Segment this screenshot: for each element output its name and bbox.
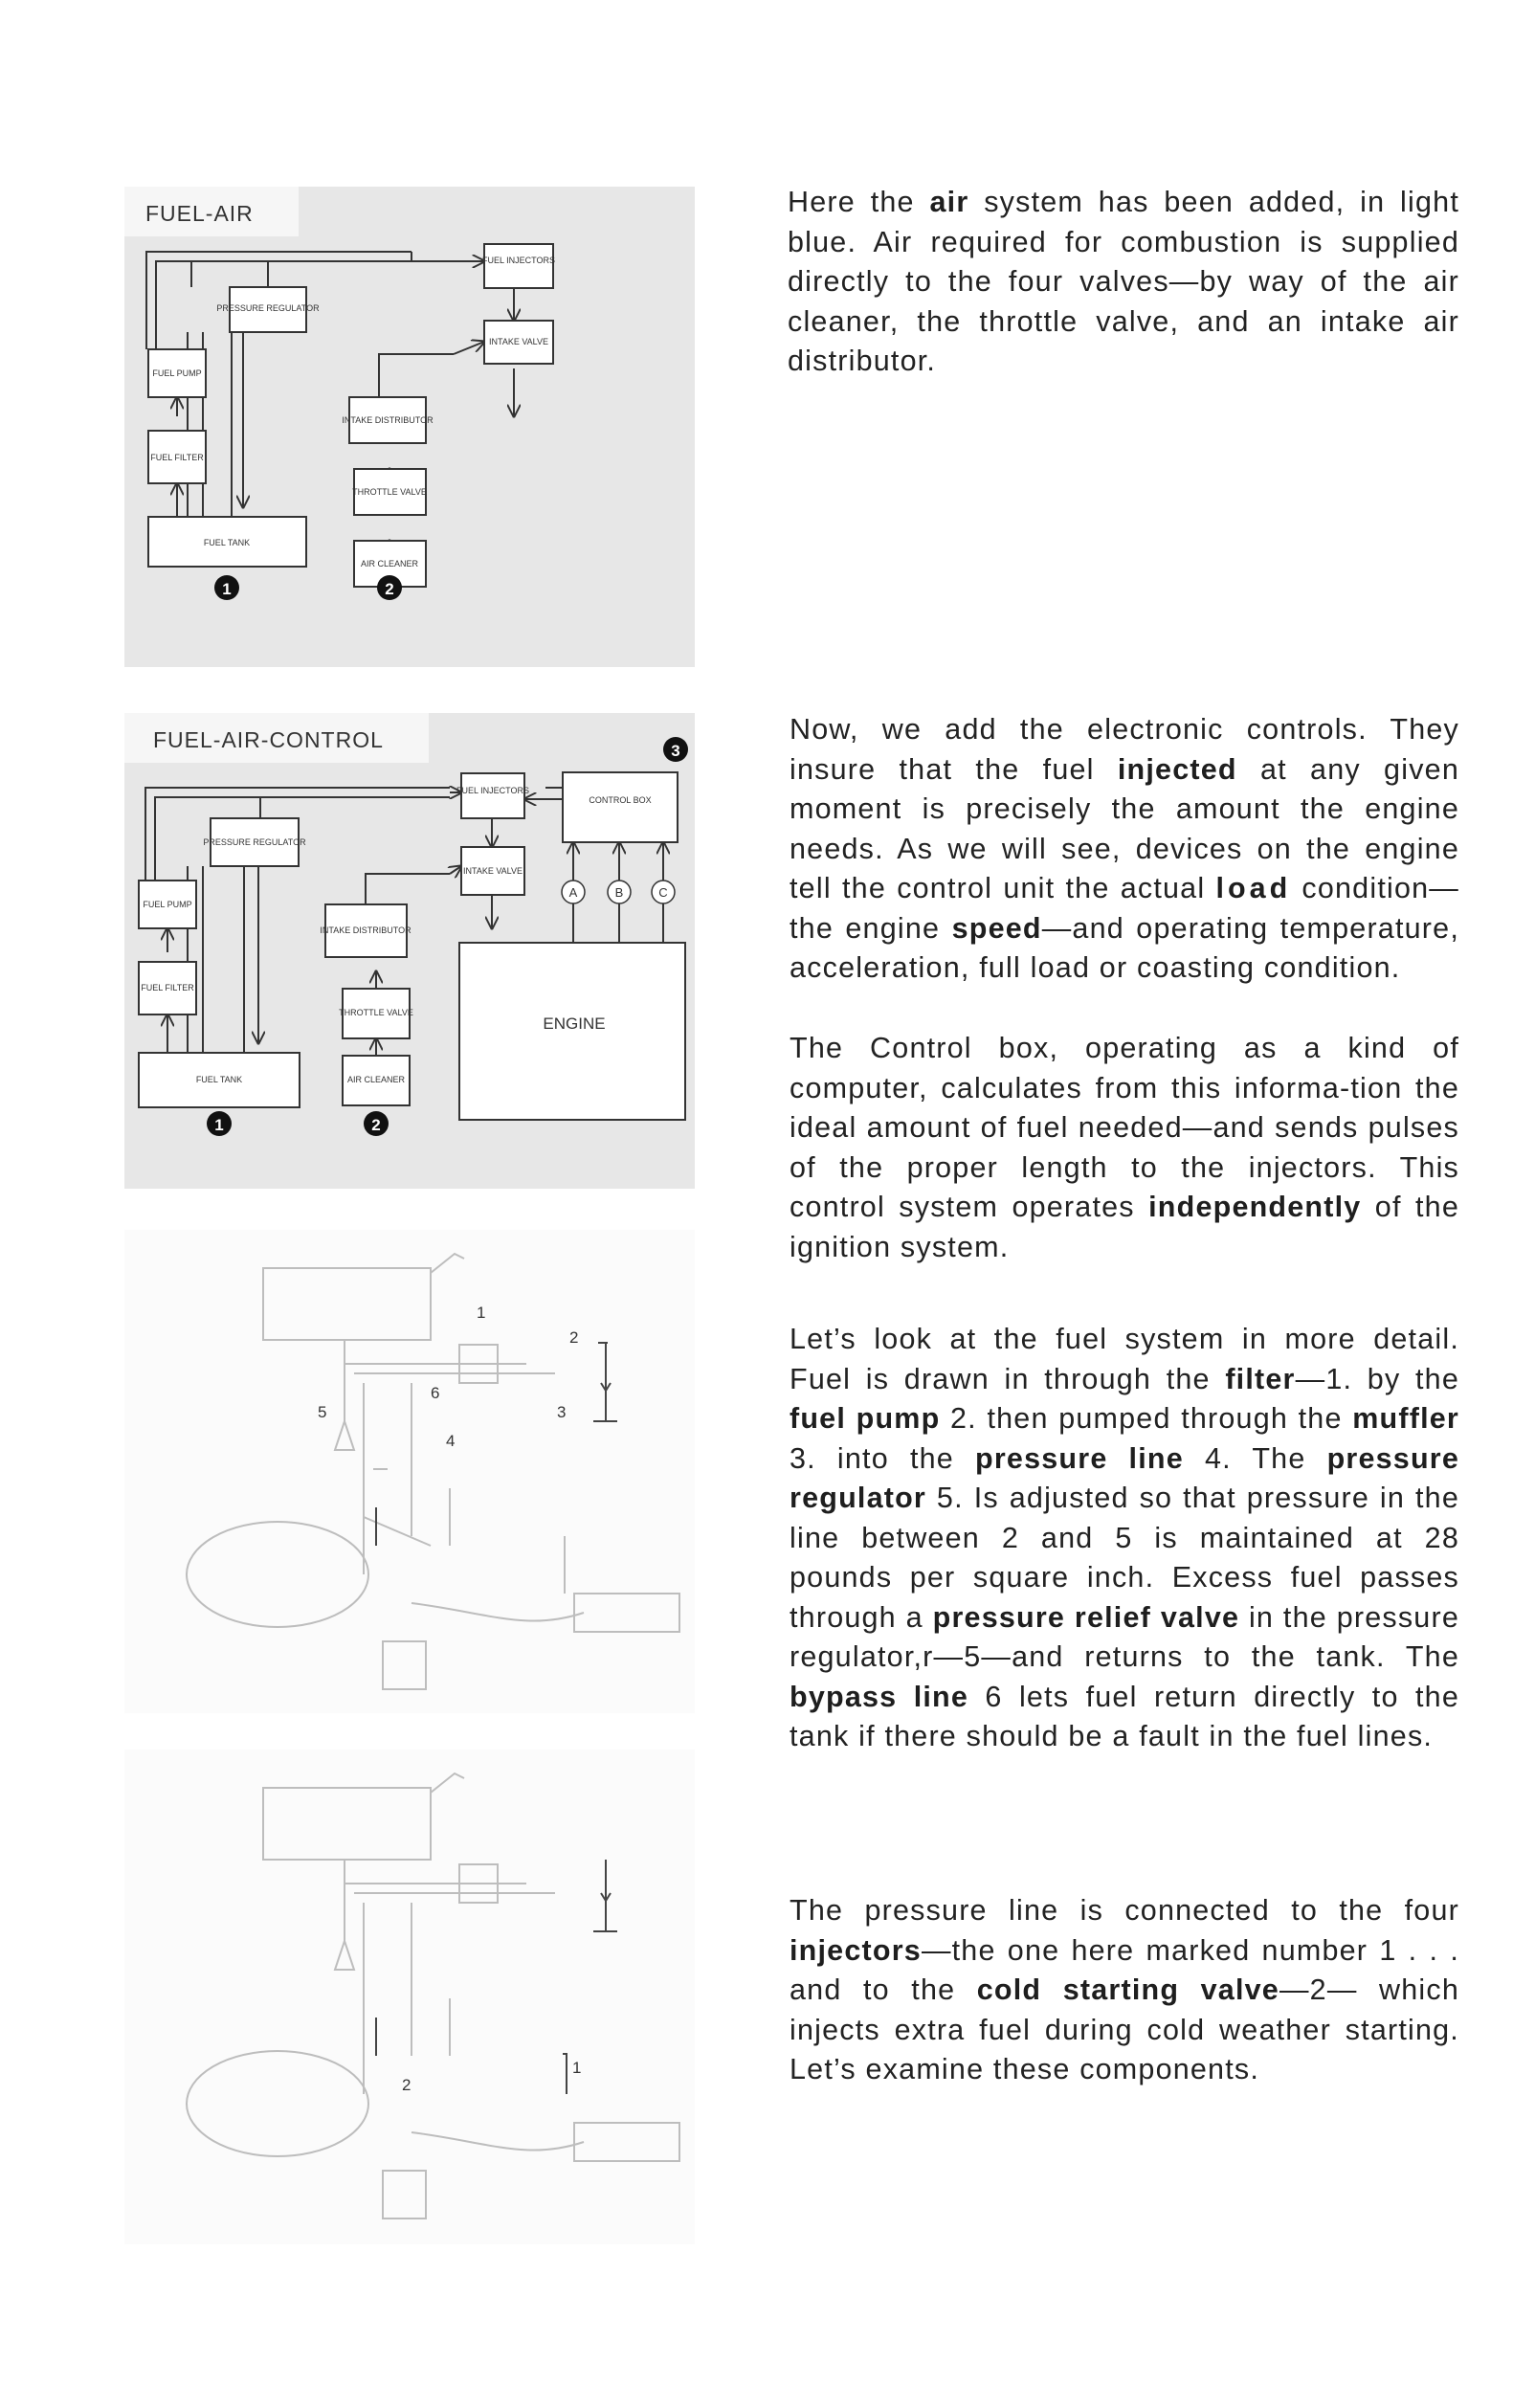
signal-a: [562, 881, 585, 903]
svg-text:1: 1: [222, 580, 232, 598]
paragraph-air-system: Here the air system has been added, in light blue. Air required for combustion is supplied directly to the four valves—by way of the air cleaner, the throttle valve, and an intake air distributor.: [788, 186, 1459, 377]
svg-text:3: 3: [671, 742, 680, 760]
paragraph-injectors: The pressure line is connected to the four injectors—the one here marked number 1 . . . and to the cold starting valve—2— which injects extra fuel during cold weather starting. Let’s examine these components.: [790, 1894, 1459, 2085]
fuel-air-control-diagram: [124, 713, 695, 1189]
fuel-marker-1: [207, 1111, 232, 1136]
air-cleaner-label: AIR CLEANER: [360, 559, 419, 569]
air-cleaner-label: AIR CLEANER: [346, 1075, 406, 1084]
svg-text:B: B: [614, 885, 624, 900]
signal-b: [608, 881, 631, 903]
callout-5: 5: [318, 1403, 327, 1421]
svg-text:A: A: [568, 885, 578, 900]
control-marker-3: [663, 737, 688, 762]
engine-label: ENGINE: [543, 1014, 606, 1033]
callout-1: 1: [572, 2059, 582, 2077]
svg-text:C: C: [658, 885, 668, 900]
throttle-valve-label: THROTTLE VALVE: [339, 1008, 413, 1017]
intake-valve-label: INTAKE VALVE: [488, 337, 549, 346]
fuel-system-illustration: [124, 1230, 695, 1713]
fuel-air-control-diagram-graphic: [124, 713, 695, 1189]
injector-system-illustration: [124, 1750, 695, 2244]
intake-distributor-label: INTAKE DISTRIBUTOR: [342, 415, 434, 425]
fuel-filter-label: FUEL FILTER: [150, 453, 204, 462]
callout-3: 3: [557, 1403, 567, 1421]
fuel-injectors-label: FUEL INJECTORS: [456, 786, 530, 795]
paragraph-control-box: The Control box, operating as a kind of computer, calculates from this informa-tion the ideal amount of fuel needed—and sends pulses of the proper length to the injectors. This control system operates independently of the ignition system.: [790, 1032, 1459, 1263]
callout-2: 2: [402, 2076, 412, 2094]
svg-text:2: 2: [385, 580, 394, 598]
intake-valve-label: INTAKE VALVE: [462, 866, 523, 876]
fuel-pump-label: FUEL PUMP: [152, 368, 202, 378]
svg-text:1: 1: [214, 1116, 224, 1134]
fuel-tank-label: FUEL TANK: [195, 1075, 243, 1084]
air-marker-2: [364, 1111, 389, 1136]
injector-system-photo: [124, 1750, 695, 2244]
fuel-injectors-box: [481, 244, 556, 288]
pressure-regulator-label: PRESSURE REGULATOR: [216, 303, 320, 313]
fuel-injectors-box: [461, 773, 524, 818]
air-marker-2: [377, 575, 402, 600]
intake-distributor-label: INTAKE DISTRIBUTOR: [320, 925, 412, 935]
callout-2: 2: [569, 1328, 579, 1347]
callout-6: 6: [431, 1384, 440, 1402]
fuel-injectors-label: FUEL INJECTORS: [481, 256, 556, 265]
fuel-marker-1: [214, 575, 239, 600]
control-box: [563, 772, 678, 842]
fuel-tank-label: FUEL TANK: [203, 538, 251, 547]
fuel-system-photo: [124, 1230, 695, 1713]
fuel-pump-label: FUEL PUMP: [143, 900, 192, 909]
fuel-air-diagram: [124, 187, 695, 667]
svg-text:2: 2: [371, 1116, 381, 1134]
callout-1: 1: [477, 1304, 486, 1322]
paragraph-fuel-system-detail: Let’s look at the fuel system in more detail. Fuel is drawn in through the filter—1. by the fuel pump 2. then pumped through the muffler 3. into the pressure line 4. The pressure regulator 5. Is adjusted so that pressure in the line between 2 and 5 is maintained at 28 pounds per square inch. Excess fuel passes through a pressure relief valve in the pressure regulator,r—5—and returns to the tank. The bypass line 6 lets fuel return directly to the tank if there should be a fault in the fuel lines.: [790, 1323, 1460, 1752]
control-box-label: CONTROL BOX: [589, 795, 652, 805]
signal-c: [652, 881, 675, 903]
callout-4: 4: [446, 1432, 456, 1450]
diagram-title: FUEL-AIR: [145, 201, 254, 226]
fuel-filter-label: FUEL FILTER: [141, 983, 194, 992]
throttle-valve-label: THROTTLE VALVE: [352, 487, 427, 497]
fuel-air-diagram-graphic: [124, 187, 695, 667]
paragraph-electronic-controls: Now, we add the electronic controls. They insure that the fuel injected at any given moment is precisely the amount the engine needs. As we will see, devices on the engine tell the control unit the actual load condition—the engine speed—and operating temperature, acceleration, full load or coasting condition.: [790, 713, 1459, 984]
pressure-regulator-label: PRESSURE REGULATOR: [203, 837, 306, 847]
diagram-title: FUEL-AIR-CONTROL: [153, 727, 384, 752]
